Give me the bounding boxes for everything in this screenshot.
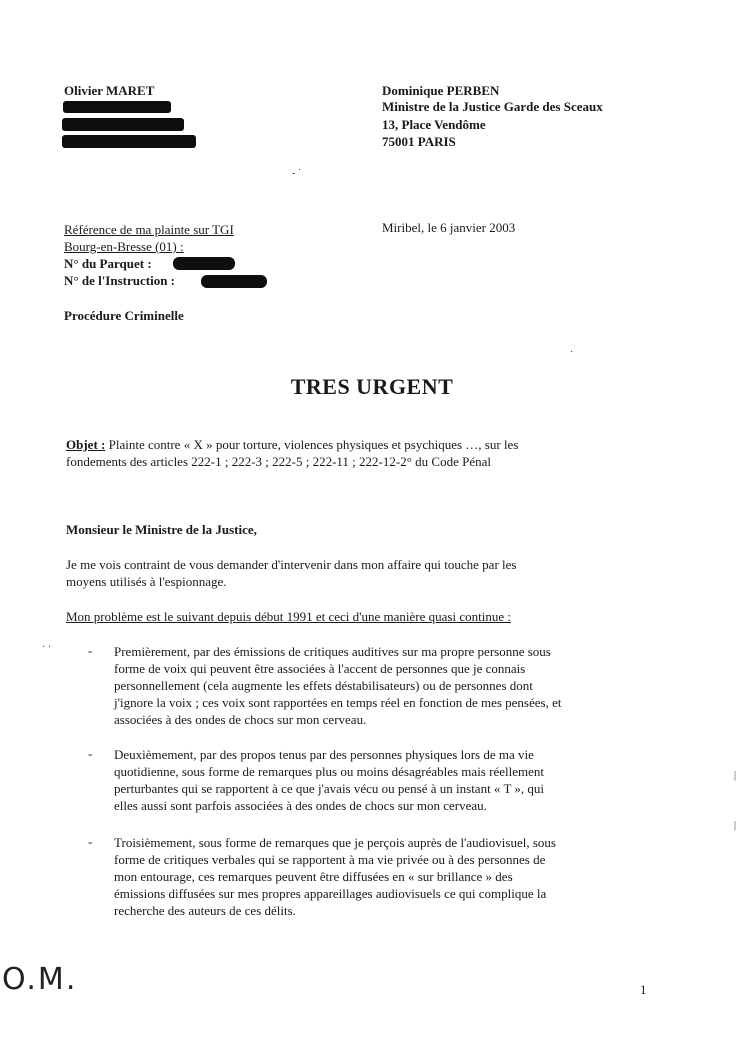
bullet-2-line: perturbantes qui se rapportent à ce que j'avais vécu ou pensé à un instant « T », qui (114, 781, 545, 796)
intro-line-2: moyens utilisés à l'espionnage. (66, 574, 227, 589)
recipient-address: 13, Place Vendôme (382, 117, 486, 132)
redacted-address-line-2 (62, 118, 184, 131)
salutation: Monsieur le Ministre de la Justice, (66, 522, 257, 537)
sender-name: Olivier MARET (64, 83, 155, 98)
intro-line-1: Je me vois contraint de vous demander d'intervenir dans mon affaire qui touche par les (66, 557, 517, 572)
procedure-label: Procédure Criminelle (64, 308, 184, 323)
scan-speck: | (734, 770, 737, 781)
objet-text-1: Plainte contre « X » pour torture, violences physiques et psychiques …, sur les (108, 437, 519, 452)
bullet-dash-2: - (88, 746, 93, 761)
reference-line-1: Référence de ma plainte sur TGI (64, 222, 234, 237)
bullet-1-line: personnellement (cela augmente les effets déstabilisateurs) ou de personnes dont (114, 678, 533, 693)
page-number: 1 (640, 982, 647, 997)
date-line: Miribel, le 6 janvier 2003 (382, 220, 516, 235)
scan-speck: - ˙ (292, 168, 302, 179)
redacted-parquet-number (173, 257, 235, 270)
scan-speck: · (570, 347, 574, 358)
scan-speck: · · (42, 642, 52, 653)
bullet-3-line: forme de critiques verbales qui se rapportent à ma vie privée ou à des personnes de (114, 852, 546, 867)
bullet-3-line: mon entourage, ces remarques peuvent être diffusées en « sur brillance » des (114, 869, 513, 884)
bullet-1-line: associées à des ondes de chocs sur mon cerveau. (114, 712, 367, 727)
bullet-dash-3: - (88, 834, 93, 849)
bullet-item-1 (114, 643, 647, 728)
objet-line-1 (66, 437, 518, 453)
redacted-address-line-1 (63, 101, 171, 113)
parquet-label: N° du Parquet : (64, 256, 152, 271)
urgent-title: TRES URGENT (290, 374, 454, 399)
bullet-dash-1: - (88, 643, 93, 658)
bullet-item-2 (114, 746, 647, 814)
bullet-3-line: Troisièmement, sous forme de remarques que je perçois auprès de l'audiovisuel, sous (114, 835, 556, 850)
handwritten-initials: O.M. (2, 962, 78, 997)
bullet-2-line: Deuxièmement, par des propos tenus par des personnes physiques lors de ma vie (114, 747, 534, 762)
recipient-title: Ministre de la Justice Garde des Sceaux (382, 99, 603, 114)
recipient-name: Dominique PERBEN (382, 83, 500, 98)
redacted-instruction-number (201, 275, 267, 288)
bullet-2-line: quotidienne, sous forme de remarques plus ou moins désagréables mais réellement (114, 764, 544, 779)
bullet-2-line: elles aussi sont parfois associées à des ondes de chocs sur mon cerveau. (114, 798, 487, 813)
scan-speck: | (734, 820, 737, 831)
recipient-city: 75001 PARIS (382, 134, 456, 149)
bullet-3-line: recherche des auteurs de ces délits. (114, 903, 296, 918)
bullet-1-line: j'ignore la voix ; ces voix sont rapportées en temps réel en fonction de mes pensées, et (114, 695, 562, 710)
instruction-label: N° de l'Instruction : (64, 273, 176, 288)
objet-label: Objet : (66, 437, 106, 452)
redacted-address-line-3 (62, 135, 196, 148)
objet-line-2: fondements des articles 222-1 ; 222-3 ; 222-5 ; 222-11 ; 222-12-2° du Code Pénal (66, 454, 491, 469)
bullet-3-line: émissions diffusées sur mes propres appareillages audiovisuels ce qui complique la (114, 886, 547, 901)
bullet-1-line: Premièrement, par des émissions de critiques auditives sur ma propre personne sous (114, 644, 551, 659)
bullet-item-3 (114, 834, 647, 919)
bullet-1-line: forme de voix qui peuvent être associées à l'accent de personnes que je connais (114, 661, 526, 676)
problem-intro: Mon problème est le suivant depuis début 1991 et ceci d'une manière quasi continue : (66, 609, 511, 624)
reference-line-2: Bourg-en-Bresse (01) : (64, 239, 184, 254)
